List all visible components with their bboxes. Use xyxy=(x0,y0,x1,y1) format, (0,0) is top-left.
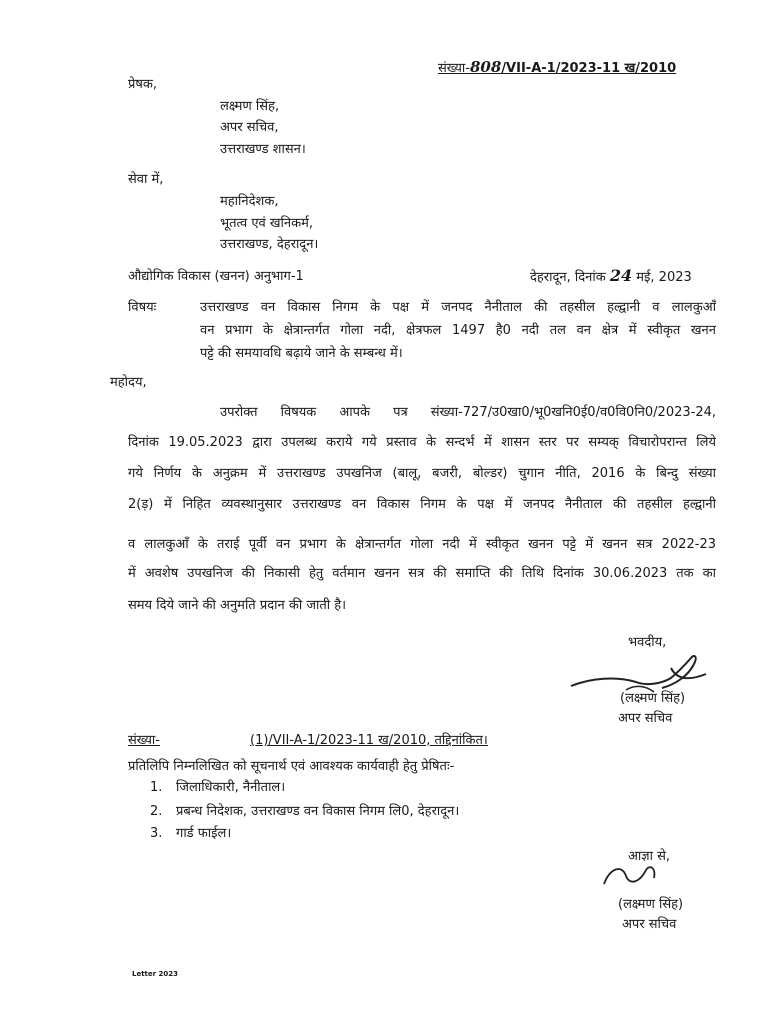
copy-item-text: प्रबन्ध निदेशक, उत्तराखण्ड वन विकास निगम लि0, देहरादून। xyxy=(176,804,460,819)
copy-item-number: 3. xyxy=(150,826,163,841)
footer-mark: Letter 2023 xyxy=(132,970,179,978)
body-line-4: 2(ड़) में निहित व्यवस्थानुसार उत्तराखण्ड वन विकास निगम के पक्ष में जनपद नैनीताल की तहसील हल्द्वानी xyxy=(128,497,716,512)
sender-name: लक्ष्मण सिंह, xyxy=(220,99,280,114)
body-line-1: उपरोक्त विषयक आपके पत्र संख्या-727/उ0खा0/भू0खनि0ई0/व0वि0नि0/2023-24, xyxy=(220,405,716,420)
body-line-6: में अवशेष उपखनिज की निकासी हेतु वर्तमान खनन सत्र की समाप्ति की तिथि दिनांक 30.06.2023 तक का xyxy=(128,566,716,581)
reference-suffix: /VII-A-1/2023-11 ख/2010 xyxy=(501,61,677,76)
body-line-7: समय दिये जाने की अनुमति प्रदान की जाती है। xyxy=(128,598,347,613)
subject-line-3: पट्टे की समयावधि बढ़ाये जाने के सम्बन्ध में। xyxy=(200,346,403,361)
copy-item-number: 1. xyxy=(150,780,163,795)
closing-yours: भवदीय, xyxy=(628,635,667,650)
sender-office: उत्तराखण्ड शासन। xyxy=(220,142,306,157)
copy-item-3 xyxy=(150,823,231,841)
copy-item-text: गार्ड फाईल। xyxy=(176,826,232,841)
copy-item-2 xyxy=(150,801,459,819)
section-name: औद्योगिक विकास (खनन) अनुभाग-1 xyxy=(128,269,304,284)
subject-label: विषयः xyxy=(128,300,157,315)
recipient-place: उत्तराखण्ड, देहरादून। xyxy=(220,237,319,252)
copy-item-1 xyxy=(150,777,285,795)
order-designation: अपर सचिव xyxy=(622,917,677,932)
copy-reference xyxy=(128,730,488,748)
copy-intro: प्रतिलिपि निम्नलिखित को सूचनार्थ एवं आवश्यक कार्यवाही हेतु प्रेषितः- xyxy=(128,759,455,774)
closing-signature-name: (लक्ष्मण सिंह) xyxy=(620,691,686,706)
subject-line-1: उत्तराखण्ड वन विकास निगम के पक्ष में जनपद नैनीताल की तहसील हल्द्वानी व लालकुआँ xyxy=(200,300,716,315)
initials-scribble xyxy=(596,858,666,894)
salutation: महोदय, xyxy=(110,375,147,390)
place-date xyxy=(530,266,692,285)
recipient-department: भूतत्व एवं खनिकर्म, xyxy=(220,216,314,231)
recipient-title: महानिदेशक, xyxy=(220,194,279,209)
sender-designation: अपर सचिव, xyxy=(220,120,279,135)
body-line-2: दिनांक 19.05.2023 द्वारा उपलब्ध कराये गये प्रस्ताव के सन्दर्भ में शासन स्तर पर सम्यक् विचारोपरान्त लिये xyxy=(128,435,716,450)
recipient-label: सेवा में, xyxy=(128,172,164,187)
body-line-5: व लालकुआँ के तराई पूर्वी वन प्रभाग के क्षेत्रान्तर्गत गोला नदी में स्वीकृत खनन पट्टे में खनन सत्र 2022-23 xyxy=(128,537,716,552)
date-month-year: मई, 2023 xyxy=(636,270,692,285)
body-line-3: गये निर्णय के अनुक्रम में उत्तराखण्ड उपखनिज (बालू, बजरी, बोल्डर) चुगान नीति, 2016 के बिन्दु संख्या xyxy=(128,466,716,481)
copy-item-number: 2. xyxy=(150,804,163,819)
reference-handwritten-number: 808 xyxy=(470,58,502,76)
copy-reference-prefix: संख्या- xyxy=(128,733,160,748)
reference-number xyxy=(438,58,676,76)
copy-reference-text: (1)/VII-A-1/2023-11 ख/2010, तद्दिनांकित। xyxy=(250,733,488,748)
place-date-prefix: देहरादून, दिनांक xyxy=(530,270,606,285)
date-day-handwritten: 24 xyxy=(609,266,633,285)
order-signature-name: (लक्ष्मण सिंह) xyxy=(618,897,684,912)
sender-label: प्रेषक, xyxy=(128,77,158,92)
by-order: आज्ञा से, xyxy=(628,849,671,864)
closing-designation: अपर सचिव xyxy=(618,711,673,726)
subject-line-2: वन प्रभाग के क्षेत्रान्तर्गत गोला नदी, क्षेत्रफल 1497 है0 नदी तल वन क्षेत्र में स्वीकृत खनन xyxy=(200,323,716,338)
reference-prefix: संख्या- xyxy=(438,61,470,76)
copy-item-text: जिलाधिकारी, नैनीताल। xyxy=(176,780,286,795)
